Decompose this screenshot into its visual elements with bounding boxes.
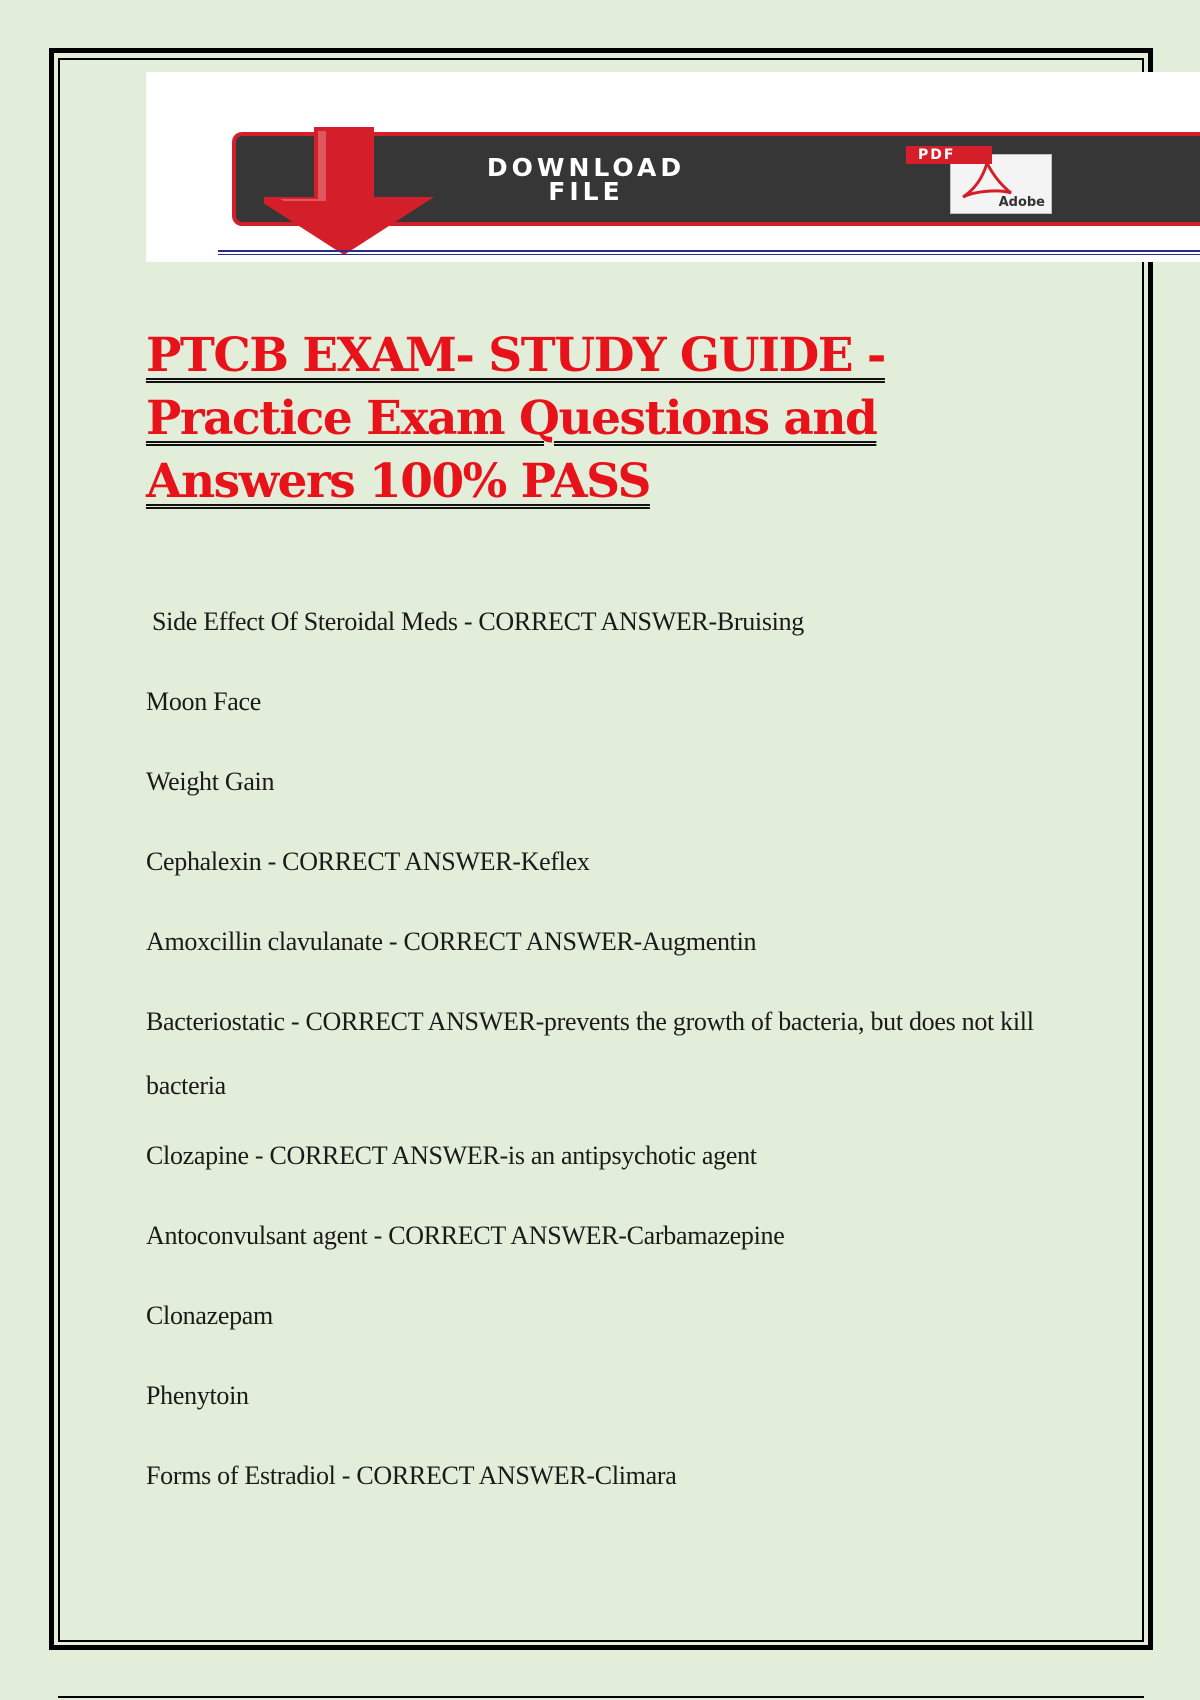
download-arrow-icon xyxy=(264,127,454,257)
pdf-badge xyxy=(906,146,1056,212)
download-banner[interactable] xyxy=(146,72,1200,262)
bottom-rule xyxy=(58,1696,1144,1698)
qa-line: Antoconvulsant agent - CORRECT ANSWER-Carbamazepine xyxy=(146,1221,785,1250)
pdf-tag: PDF xyxy=(906,146,992,164)
banner-underline xyxy=(218,250,1200,255)
qa-line: Side Effect Of Steroidal Meds - CORRECT ANSWER-Bruising xyxy=(152,607,804,636)
adobe-label: Adobe xyxy=(998,195,1045,210)
document-title: PTCB EXAM- STUDY GUIDE - Practice Exam Questions and Answers 100% PASS xyxy=(146,328,885,509)
qa-line: Bacteriostatic - CORRECT ANSWER-prevents the growth of bacteria, but does not kill bacteria xyxy=(146,1007,1034,1100)
qa-line: Moon Face xyxy=(146,687,261,716)
qa-list xyxy=(146,600,1046,1534)
qa-line: Phenytoin xyxy=(146,1381,249,1410)
qa-line: Weight Gain xyxy=(146,767,275,796)
qa-line: Amoxcillin clavulanate - CORRECT ANSWER-Augmentin xyxy=(146,927,757,956)
download-label: DOWNLOAD FILE xyxy=(486,153,686,206)
qa-line: Forms of Estradiol - CORRECT ANSWER-Climara xyxy=(146,1461,677,1490)
qa-line: Cephalexin - CORRECT ANSWER-Keflex xyxy=(146,847,590,876)
qa-line: Clozapine - CORRECT ANSWER-is an antipsychotic agent xyxy=(146,1141,757,1170)
qa-line: Clonazepam xyxy=(146,1301,273,1330)
